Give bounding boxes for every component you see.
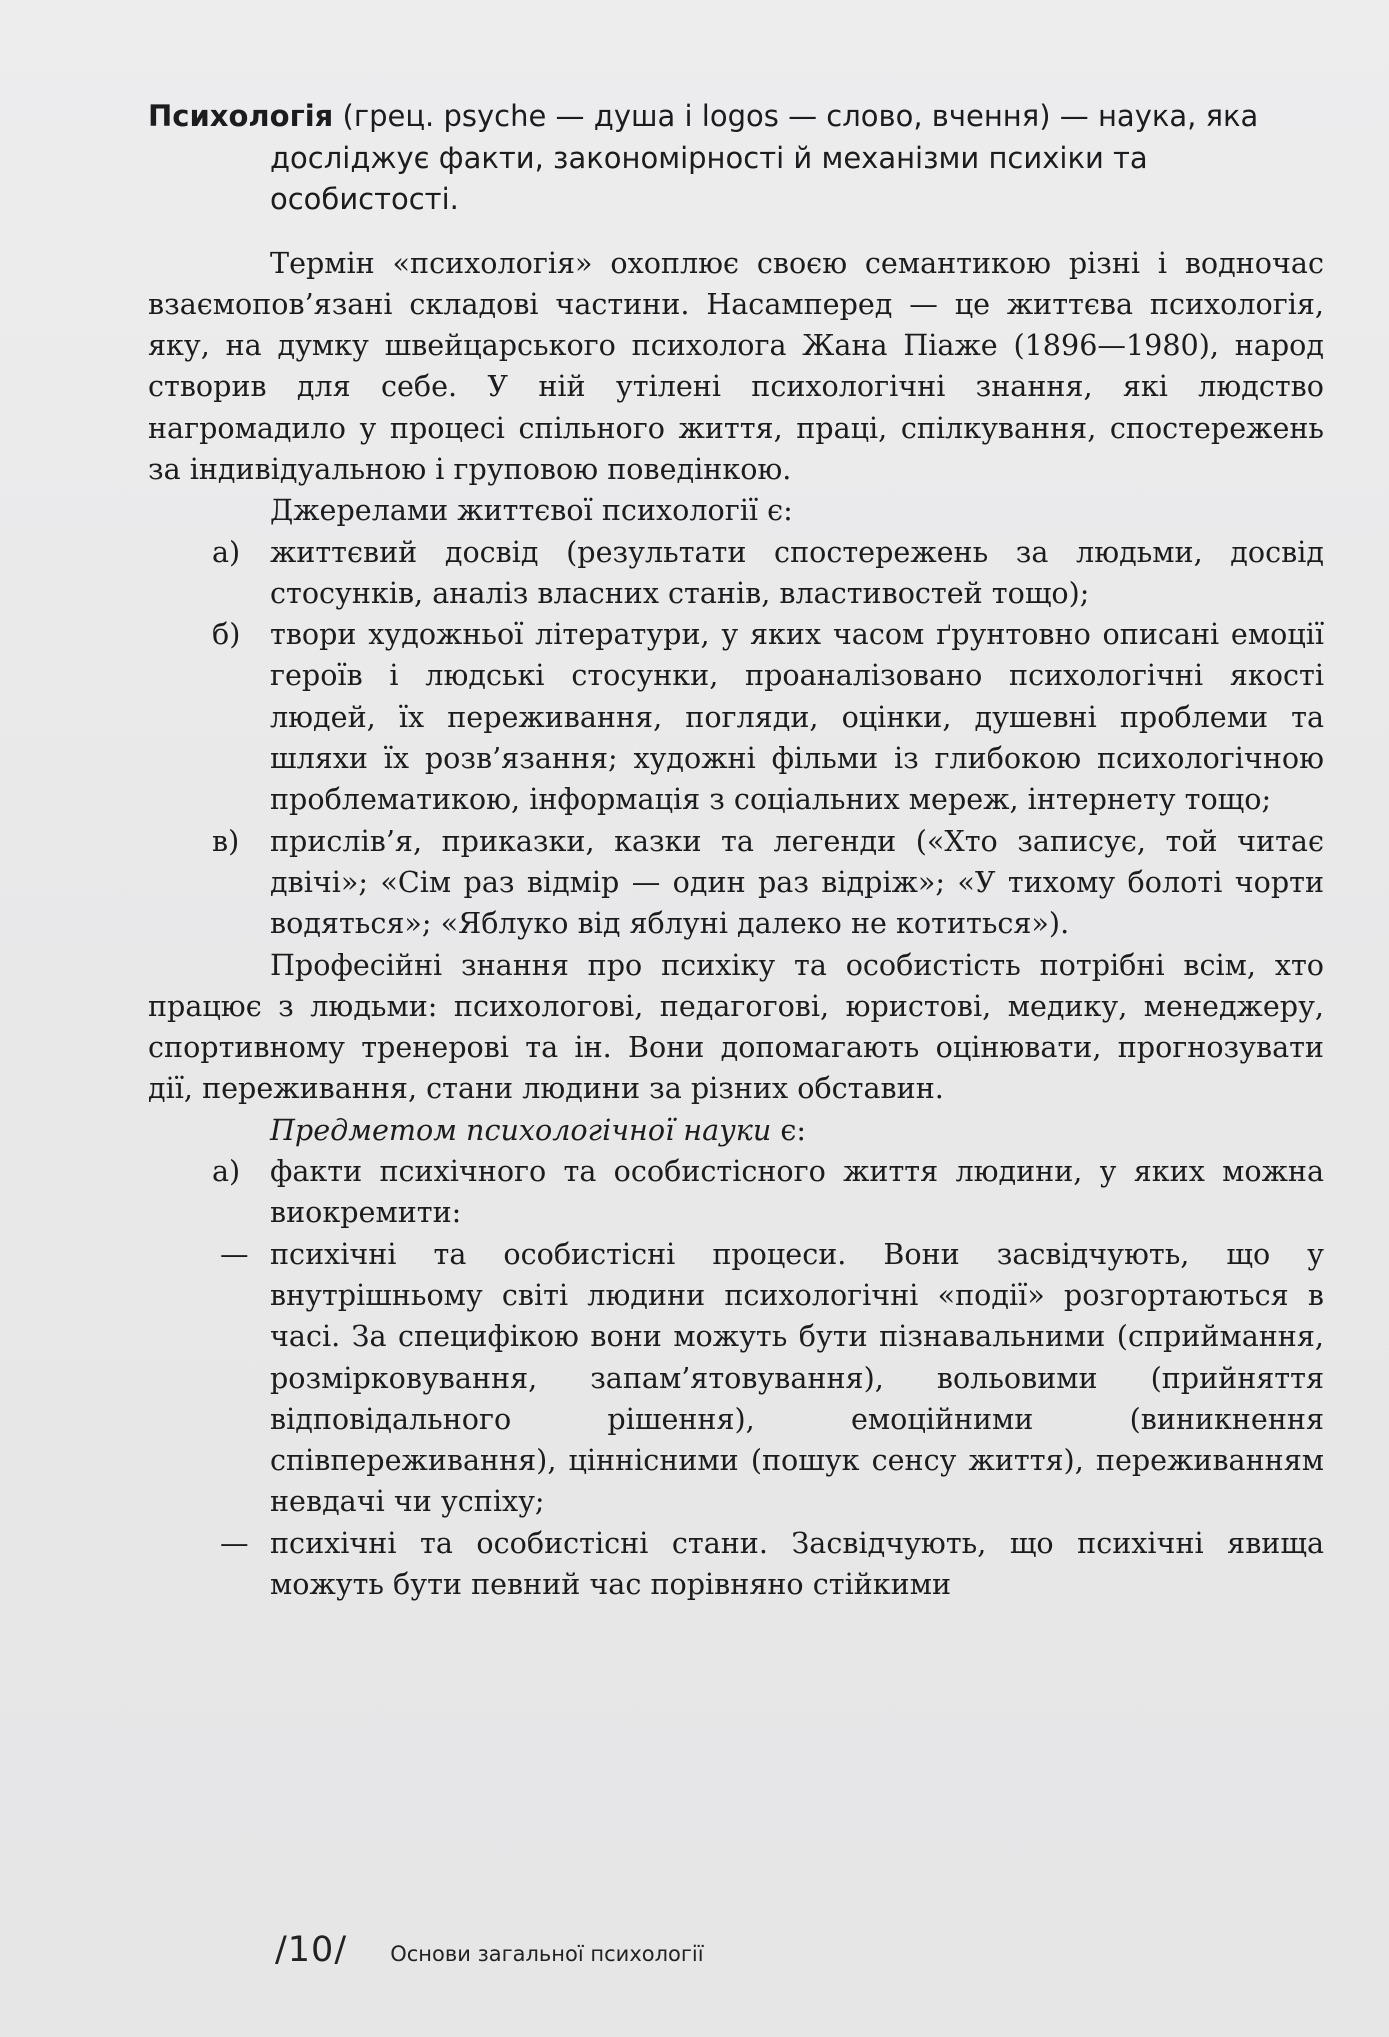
paragraph-subject-intro bbox=[148, 1110, 1324, 1151]
dash-list bbox=[148, 1234, 1324, 1606]
list-marker: а) bbox=[212, 534, 241, 569]
subject-italic-phrase: Предметом психологічної науки bbox=[270, 1112, 772, 1147]
list-item bbox=[148, 1151, 1324, 1234]
subject-intro-rest: є: bbox=[771, 1112, 807, 1147]
definition-text: (грец. psyche — душа і logos — слово, вчення) — наука, яка досліджує факти, закономірності й механізми психіки та особистості. bbox=[270, 99, 1259, 216]
list-item bbox=[148, 614, 1324, 820]
page-number: /10/ bbox=[275, 1930, 348, 1970]
list-item-text: факти психічного та особистісного життя людини, у яких можна виокремити: bbox=[270, 1154, 1324, 1230]
running-title: Основи загальної психології bbox=[390, 1942, 704, 1966]
paragraph-sources-intro: Джерелами життєвої психології є: bbox=[270, 493, 793, 528]
definition-paragraph bbox=[148, 96, 1324, 221]
paragraph-term-overview: Термін «психологія» охоплює своєю семантикою різні і водночас взаємопов’язані складові частини. Насамперед — це життєва психологія, яку, на думку швейцарського психолога Жана Піаже (1896—1980), народ створив для себе. У ній утілені психологічні знання, які людство нагромадило у процесі спільного життя, праці, спілкування, спостережень за індивідуальною і груповою поведінкою. bbox=[148, 245, 1324, 486]
subject-list bbox=[148, 1151, 1324, 1234]
definition-term: Психологія bbox=[148, 99, 334, 133]
list-marker: в) bbox=[212, 823, 240, 858]
list-marker: б) bbox=[212, 617, 241, 652]
list-item bbox=[148, 1234, 1324, 1523]
list-item-text: психічні та особистісні процеси. Вони засвідчують, що у внутрішньому світі людини психологічні «події» розгортаються в часі. За специфікою вони можуть бути пізнавальними (сприймання, розмірковування, запам’ятовування), вольовими (прийняття відповідального рішення), емоційними (виникнення співпереживання), ціннісними (пошук сенсу життя), переживанням невдачі чи успіху; bbox=[270, 1236, 1324, 1519]
list-item-text: психічні та особистісні стани. Засвідчують, що психічні явища можуть бути певний час порівняно стійкими bbox=[270, 1525, 1324, 1601]
dash-marker: — bbox=[220, 1236, 249, 1271]
list-item bbox=[148, 532, 1324, 615]
list-marker: а) bbox=[212, 1154, 241, 1189]
sources-list bbox=[148, 532, 1324, 945]
list-item-text: твори художньої літератури, у яких часом ґрунтовно описані емоції героїв і людські стосунки, проаналізовано психологічні якості людей, їх переживання, погляди, оцінки, душевні проблеми та шляхи їх розв’язання; художні фільми із глибокою психологічною проблематикою, інформація з соціальних мереж, інтернету тощо; bbox=[270, 617, 1324, 817]
paragraph-professional-knowledge: Професійні знання про психіку та особистість потрібні всім, хто працює з людьми: психологові, педагогові, юристові, медику, менеджеру, спортивному тренерові та ін. Вони допомагають оцінювати, прогнозувати дії, переживання, стани людини за різних обставин. bbox=[148, 947, 1324, 1106]
list-item bbox=[148, 821, 1324, 945]
list-item bbox=[148, 1523, 1324, 1606]
list-item-text: життєвий досвід (результати спостережень за людьми, досвід стосунків, аналіз власних станів, властивостей тощо); bbox=[270, 534, 1324, 610]
dash-marker: — bbox=[220, 1525, 249, 1560]
list-item-text: прислів’я, приказки, казки та легенди («Хто записує, той читає двічі»; «Сім раз відмір — один раз відріж»; «У тихому болоті чорти водяться»; «Яблуко від яблуні далеко не котиться»). bbox=[270, 823, 1324, 941]
page-footer bbox=[275, 1930, 704, 1970]
page-content bbox=[148, 96, 1324, 1605]
